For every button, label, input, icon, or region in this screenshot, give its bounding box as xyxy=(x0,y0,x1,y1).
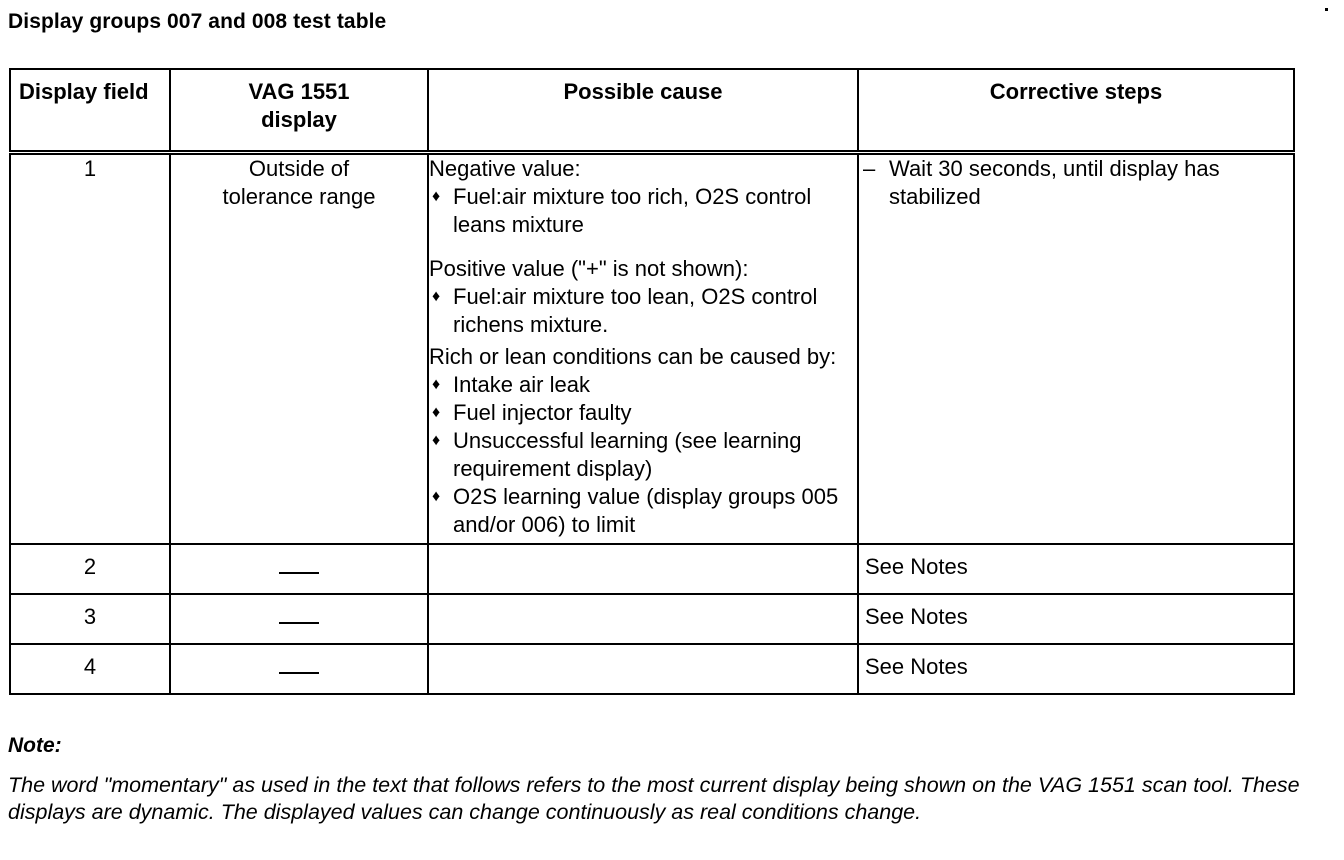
corrective-steps-cell xyxy=(858,153,1294,545)
table-row xyxy=(10,644,1294,694)
positive-value-block xyxy=(429,255,857,339)
list-item-text: Fuel:air mixture too rich, O2S control leans mixture xyxy=(453,184,812,237)
rich-lean-label: Rich or lean conditions can be caused by: xyxy=(429,344,837,369)
diamond-bullet-icon: ♦ xyxy=(432,432,441,449)
diamond-bullet-icon: ♦ xyxy=(432,188,441,205)
possible-cause-cell xyxy=(428,594,858,644)
display-field-cell: 3 xyxy=(10,594,170,644)
note-heading: Note: xyxy=(8,734,62,757)
step-item xyxy=(859,155,1293,211)
negative-value-label: Negative value: xyxy=(429,156,581,181)
corrective-steps-cell: See Notes xyxy=(858,594,1294,644)
test-table xyxy=(9,68,1295,695)
vag-display-cell xyxy=(170,153,428,545)
list-item xyxy=(429,283,857,339)
list-item xyxy=(429,399,857,427)
em-dash-mark xyxy=(279,572,319,574)
list-item xyxy=(429,371,857,399)
diamond-bullet-icon: ♦ xyxy=(432,488,441,505)
display-field-cell: 2 xyxy=(10,544,170,594)
list-item xyxy=(429,427,857,483)
diamond-bullet-icon: ♦ xyxy=(432,404,441,421)
list-item-text: O2S learning value (display groups 005 and/or 006) to limit xyxy=(453,484,839,537)
em-dash-mark xyxy=(279,622,319,624)
header-corrective-steps: Corrective steps xyxy=(858,69,1294,153)
vag-display-text: Outside of tolerance range xyxy=(222,156,376,209)
possible-cause-cell xyxy=(428,644,858,694)
speck xyxy=(1325,8,1328,11)
vag-display-cell xyxy=(170,544,428,594)
list-item xyxy=(429,183,857,239)
step-text: Wait 30 seconds, until display has stabilized xyxy=(889,156,1220,209)
negative-value-block xyxy=(429,155,857,239)
list-item-text: Fuel:air mixture too lean, O2S control richens mixture. xyxy=(453,284,818,337)
table-row xyxy=(10,594,1294,644)
display-field-cell: 1 xyxy=(10,153,170,545)
vag-display-cell xyxy=(170,644,428,694)
em-dash-mark xyxy=(279,672,319,674)
note-paragraph: The word "momentary" as used in the text that follows refers to the most current display being shown on the VAG 1551 scan tool. These displays are dynamic. The displayed values can change continuously as real conditions change. xyxy=(8,773,1300,824)
corrective-steps-cell: See Notes xyxy=(858,544,1294,594)
positive-value-label: Positive value ("+" is not shown): xyxy=(429,256,749,281)
corrective-steps-cell: See Notes xyxy=(858,644,1294,694)
rich-lean-block xyxy=(429,343,857,539)
dash-mark: – xyxy=(863,156,876,181)
table-row xyxy=(10,544,1294,594)
table-row xyxy=(10,153,1294,545)
header-vag-display: VAG 1551 display xyxy=(170,69,428,153)
display-field-cell: 4 xyxy=(10,644,170,694)
list-item-text: Unsuccessful learning (see learning requirement display) xyxy=(453,428,802,481)
header-possible-cause: Possible cause xyxy=(428,69,858,153)
possible-cause-cell xyxy=(428,544,858,594)
vag-display-cell xyxy=(170,594,428,644)
diamond-bullet-icon: ♦ xyxy=(432,288,441,305)
list-item-text: Intake air leak xyxy=(453,372,590,397)
list-item xyxy=(429,483,857,539)
possible-cause-cell xyxy=(428,153,858,545)
list-item-text: Fuel injector faulty xyxy=(453,400,632,425)
page-title: Display groups 007 and 008 test table xyxy=(8,10,387,33)
table-header-row xyxy=(10,69,1294,153)
header-display-field: Display field xyxy=(10,69,170,153)
diamond-bullet-icon: ♦ xyxy=(432,376,441,393)
